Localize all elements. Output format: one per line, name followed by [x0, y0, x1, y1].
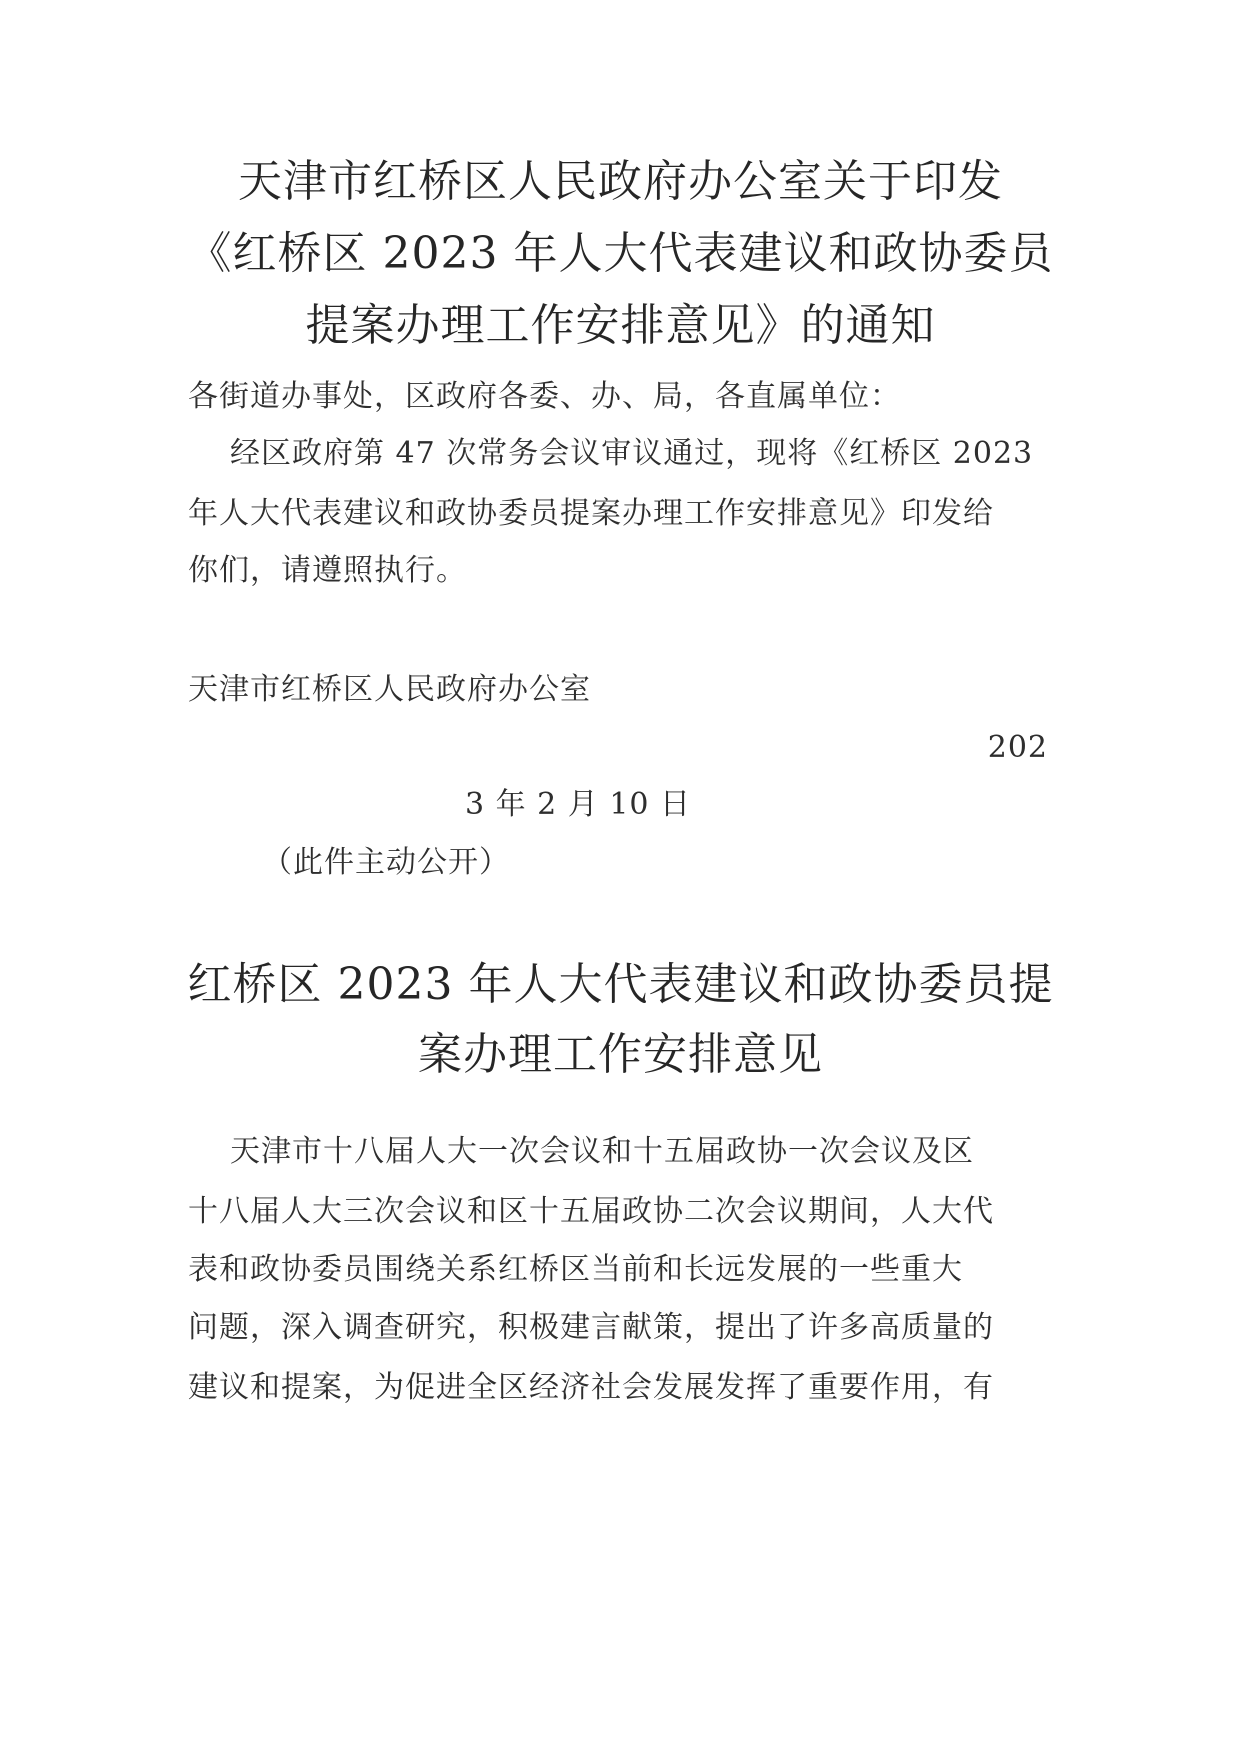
- attachment-body-line: 表和政协委员围绕关系红桥区当前和长远发展的一些重大: [188, 1252, 963, 1287]
- attachment-body-line: 问题，深入调查研究，积极建言献策，提出了许多高质量的: [188, 1310, 994, 1345]
- notice-title-line: 提案办理工作安排意见》的通知: [305, 300, 936, 351]
- notice-title-line: 《红桥区 2023 年人大代表建议和政协委员: [187, 228, 1054, 279]
- notice-body-line: 经区政府第 47 次常务会议审议通过，现将《红桥区 2023: [230, 436, 1034, 471]
- disclosure-note: （此件主动公开）: [262, 845, 510, 880]
- notice-title: [160, 146, 1081, 362]
- date-part1: 202: [987, 730, 1048, 765]
- attachment-body-line: 建议和提案，为促进全区经济社会发展发挥了重要作用，有: [188, 1370, 994, 1405]
- notice-title-line: 天津市红桥区人民政府办公室关于印发: [238, 156, 1003, 207]
- attachment-body-line: 天津市十八届人大一次会议和十五届政协一次会议及区: [230, 1134, 974, 1169]
- notice-body-line: 你们，请遵照执行。: [188, 553, 467, 588]
- notice-body-line: 年人大代表建议和政协委员提案办理工作安排意见》印发给: [188, 496, 994, 531]
- date-part2: 3 年 2 月 10 日: [465, 787, 692, 822]
- issuer: 天津市红桥区人民政府办公室: [188, 672, 591, 707]
- attachment-title-line: 红桥区 2023 年人大代表建议和政协委员提: [187, 959, 1054, 1010]
- addressee: 各街道办事处，区政府各委、办、局，各直属单位：: [188, 379, 901, 414]
- attachment-title-line: 案办理工作安排意见: [418, 1029, 823, 1080]
- attachment-body-line: 十八届人大三次会议和区十五届政协二次会议期间，人大代: [188, 1194, 994, 1229]
- attachment-title: [160, 950, 1081, 1090]
